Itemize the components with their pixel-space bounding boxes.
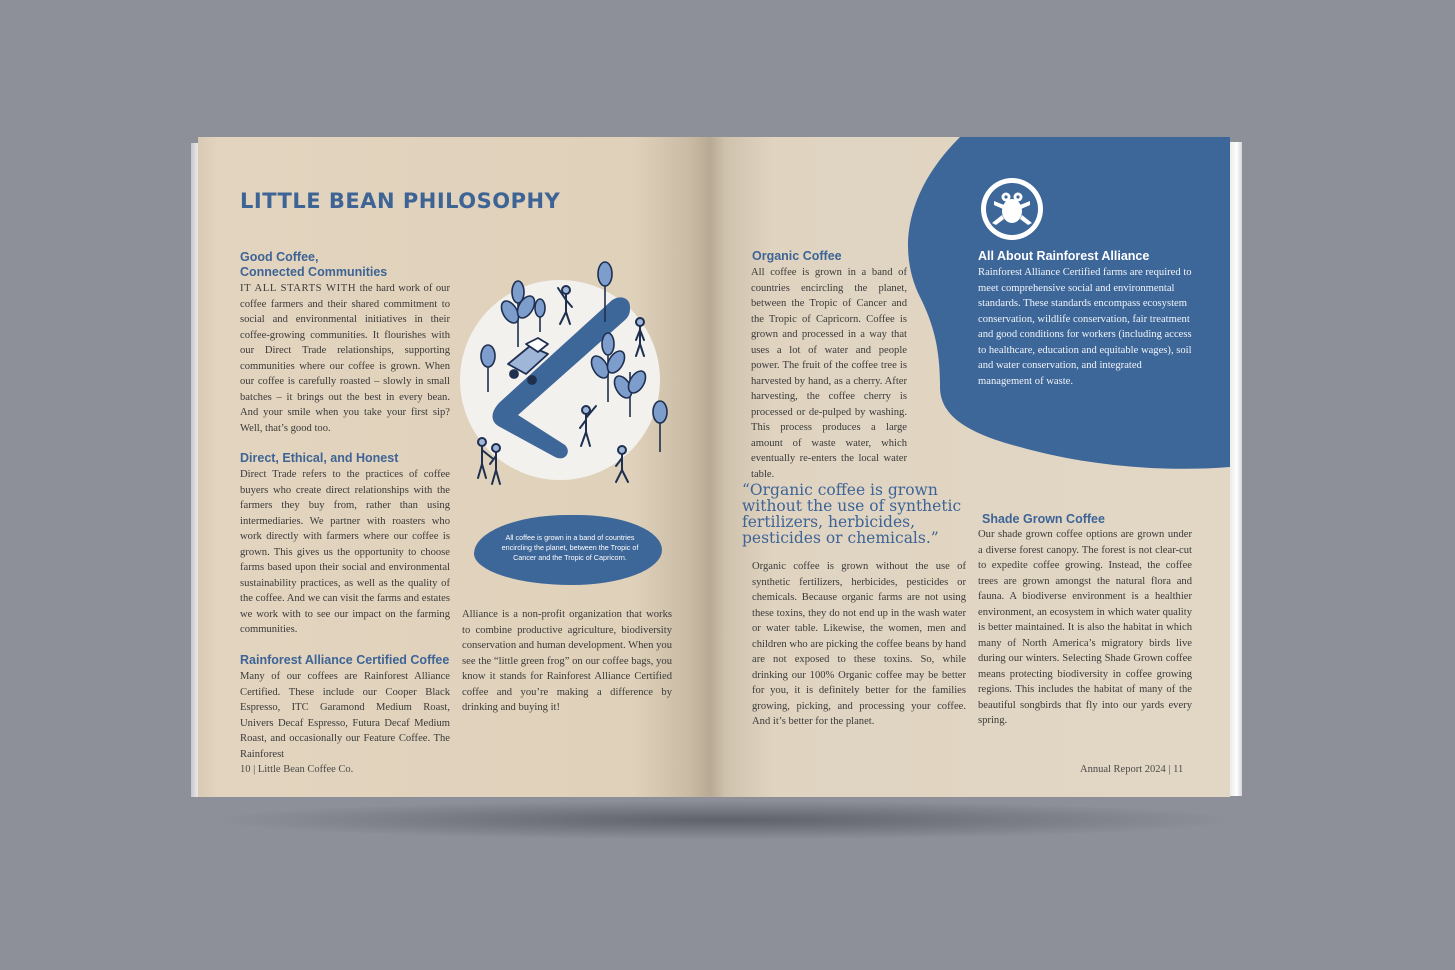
section-body-good-coffee xyxy=(240,281,450,436)
heading-line-1: Good Coffee, xyxy=(240,250,319,264)
left-page-footer: 10 | Little Bean Coffee Co. xyxy=(240,764,354,775)
section-heading-shade: Shade Grown Coffee xyxy=(982,512,1105,526)
right-page-edge xyxy=(1229,142,1242,796)
page-title: LITTLE BEAN PHILOSOPHY xyxy=(240,189,561,213)
lead-in: IT ALL STARTS WITH xyxy=(240,283,357,294)
section-body-rainforest: Rainforest Alliance Certified farms are required to meet comprehensive social and environmental standards. These standards encompass ecosystem conservation, wildlife conservation, fair treatment and good conditions for workers (including access to healthcare, education and equitable wages), soil and water conservation, and integrated management of waste. xyxy=(978,267,1192,387)
book-shadow xyxy=(205,800,1245,840)
body-text: the hard work of our coffee farmers and their shared commitment to social and environmental initiatives in their coffee-growing communities. It flourishes with our Direct Trade relationships, supporting communities where our coffee is grown. When our coffee is carefully roasted – slowly in small batches – it brings out the best in every bean. And your smile when you take your first sip? Well, that’s good too. xyxy=(240,283,450,434)
left-page xyxy=(198,137,710,797)
section-heading-rainforest: All About Rainforest Alliance xyxy=(978,249,1150,263)
farm-illustration xyxy=(460,252,675,487)
illustration-caption: All coffee is grown in a band of countries encircling the planet, between the Tropic of Cancer and the Tropic of Capricorn. xyxy=(501,533,639,562)
section-body-direct: Direct Trade refers to the practices of coffee buyers who create direct relationships with the farmers they buy from, rather than using intermediaries. We partner with roasters who work directly with farmers where our coffee is grown. This gives us the opportunity to choose farms based upon their social and environmental sustainability practices, as well as the quality of the coffee. And we can visit the farms and estates we work with to see our impact on the farming communities. xyxy=(240,469,450,635)
section-body-rainforest-certified: Many of our coffees are Rainforest Alliance Certified. These include our Cooper Black Espresso, ITC Garamond Medium Roast, Univers Decaf Espresso, Futura Decaf Medium Roast, and occasionally our Feature Coffee. The Rainforest xyxy=(240,671,450,760)
section-heading-good-coffee xyxy=(240,250,387,280)
right-page xyxy=(710,137,1230,797)
section-heading-rainforest-certified: Rainforest Alliance Certified Coffee xyxy=(240,653,450,667)
pull-quote: “Organic coffee is grown without the use of synthetic fertilizers, herbicides, pesticides or chemicals.” xyxy=(742,481,962,547)
section-body-organic-2: Organic coffee is grown without the use of synthetic fertilizers, herbicides, pesticides or chemicals. Because organic farms are not using these toxins, they do not end up in the wash water or water table. Likewise, the women, men and children who are picking the coffee beans by hand are not exposed to these toxins. So, while drinking our 100% Organic coffee may be better for you, it is definitely better for the families growing, picking, and processing your coffee. And it’s better for the planet. xyxy=(752,561,966,727)
section-body-shade: Our shade grown coffee options are grown under a diverse forest canopy. The forest is not clear-cut to expedite coffee growing. Instead, the coffee trees are grown amongst the natural flora and fauna. A biodiverse environment is a healthier environment, an ecosystem in which water quality is better maintained. It is also the habitat in which many of North America’s migratory birds live during our winters. Selecting Shade Grown coffee means protecting biodiversity in coffee growing regions. This includes the habitat of many of the beautiful songbirds that fly into our yards every spring. xyxy=(978,529,1192,726)
right-page-footer: Annual Report 2024 | 11 xyxy=(1080,764,1184,775)
section-body-rainforest-continued: Alliance is a non-profit organization that works to combine productive agriculture, biodiversity conservation and human development. When you see the “little green frog” on our coffee bags, you know it stands for Rainforest Alliance Certified coffee and you’re making a difference by drinking and buying it! xyxy=(462,609,672,713)
section-heading-direct: Direct, Ethical, and Honest xyxy=(240,451,399,465)
section-heading-organic: Organic Coffee xyxy=(752,249,842,263)
heading-line-2: Connected Communities xyxy=(240,265,388,279)
section-body-organic: All coffee is grown in a band of countries encircling the planet, between the Tropic of Cancer and the Tropic of Capricorn. Coffee is grown and processed in a way that uses a lot of water and people power. The fruit of the coffee tree is harvested by hand, as a cherry. After harvesting, the coffee cherry is processed or de-pulped by washing. This process produces a large amount of waste water, which eventually re-enters the local water table. xyxy=(751,267,907,480)
frog-icon xyxy=(978,175,1046,243)
